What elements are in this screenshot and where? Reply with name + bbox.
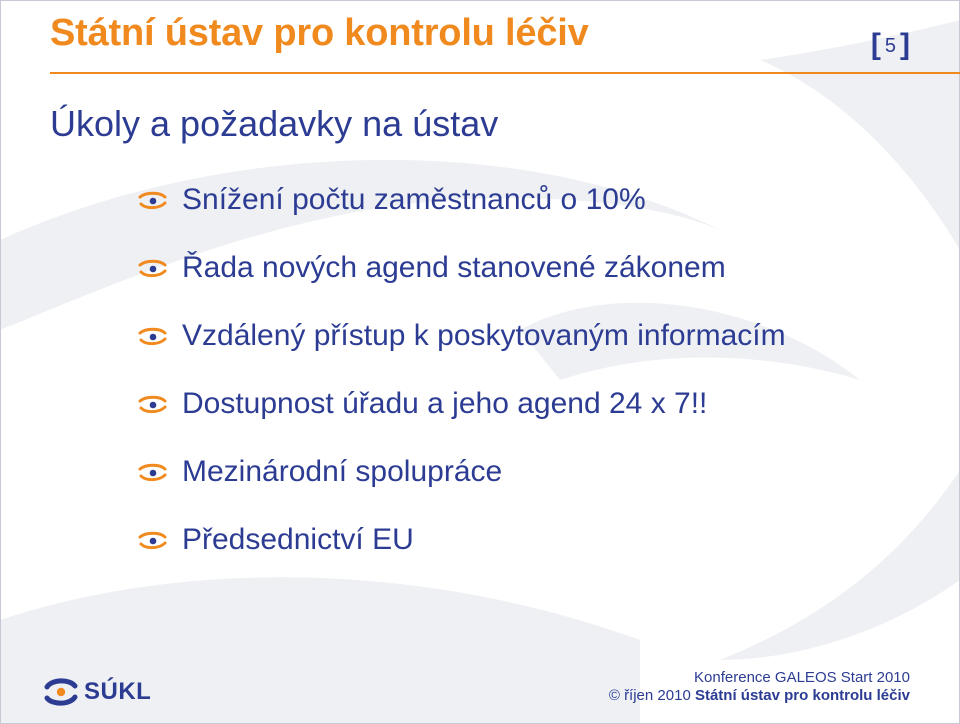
page-number [871, 28, 910, 62]
bullet-text: Vzdálený přístup k poskytovaným informacím [182, 319, 786, 352]
footer-copyright: © říjen 2010 [608, 687, 691, 704]
slide-title: Úkoly a požadavky na ústav [50, 103, 499, 144]
bullet-text: Dostupnost úřadu a jeho agend 24 x 7!! [182, 387, 708, 420]
logo-text: SÚKL [84, 678, 152, 705]
orbit-bullet-icon [138, 463, 168, 483]
footer-org-name: Státní ústav pro kontrolu léčiv [694, 687, 910, 704]
bullet-text: Snížení počtu zaměstnanců o 10% [182, 183, 646, 216]
orbit-bullet-icon [138, 531, 168, 551]
orbit-bullet-icon [138, 395, 168, 415]
sukl-logo-icon [44, 676, 78, 708]
page-number-value: 5 [884, 35, 896, 57]
bullet-text: Řada nových agend stanovené zákonem [182, 251, 726, 284]
orbit-bullet-icon [138, 327, 168, 347]
page-bracket-close: ] [900, 28, 910, 61]
orbit-bullet-icon [138, 259, 168, 279]
bullet-text: Mezinárodní spolupráce [182, 455, 503, 488]
organization-title: Státní ústav pro kontrolu léčiv [50, 12, 589, 54]
footer-event: Konference GALEOS Start 2010 [694, 669, 910, 686]
orbit-bullet-icon [138, 191, 168, 211]
sukl-logo [44, 676, 151, 708]
footer-copyright-line [609, 687, 910, 704]
page-bracket-open: [ [870, 28, 881, 61]
header-divider [50, 72, 960, 74]
bullet-text: Předsednictví EU [182, 523, 414, 556]
